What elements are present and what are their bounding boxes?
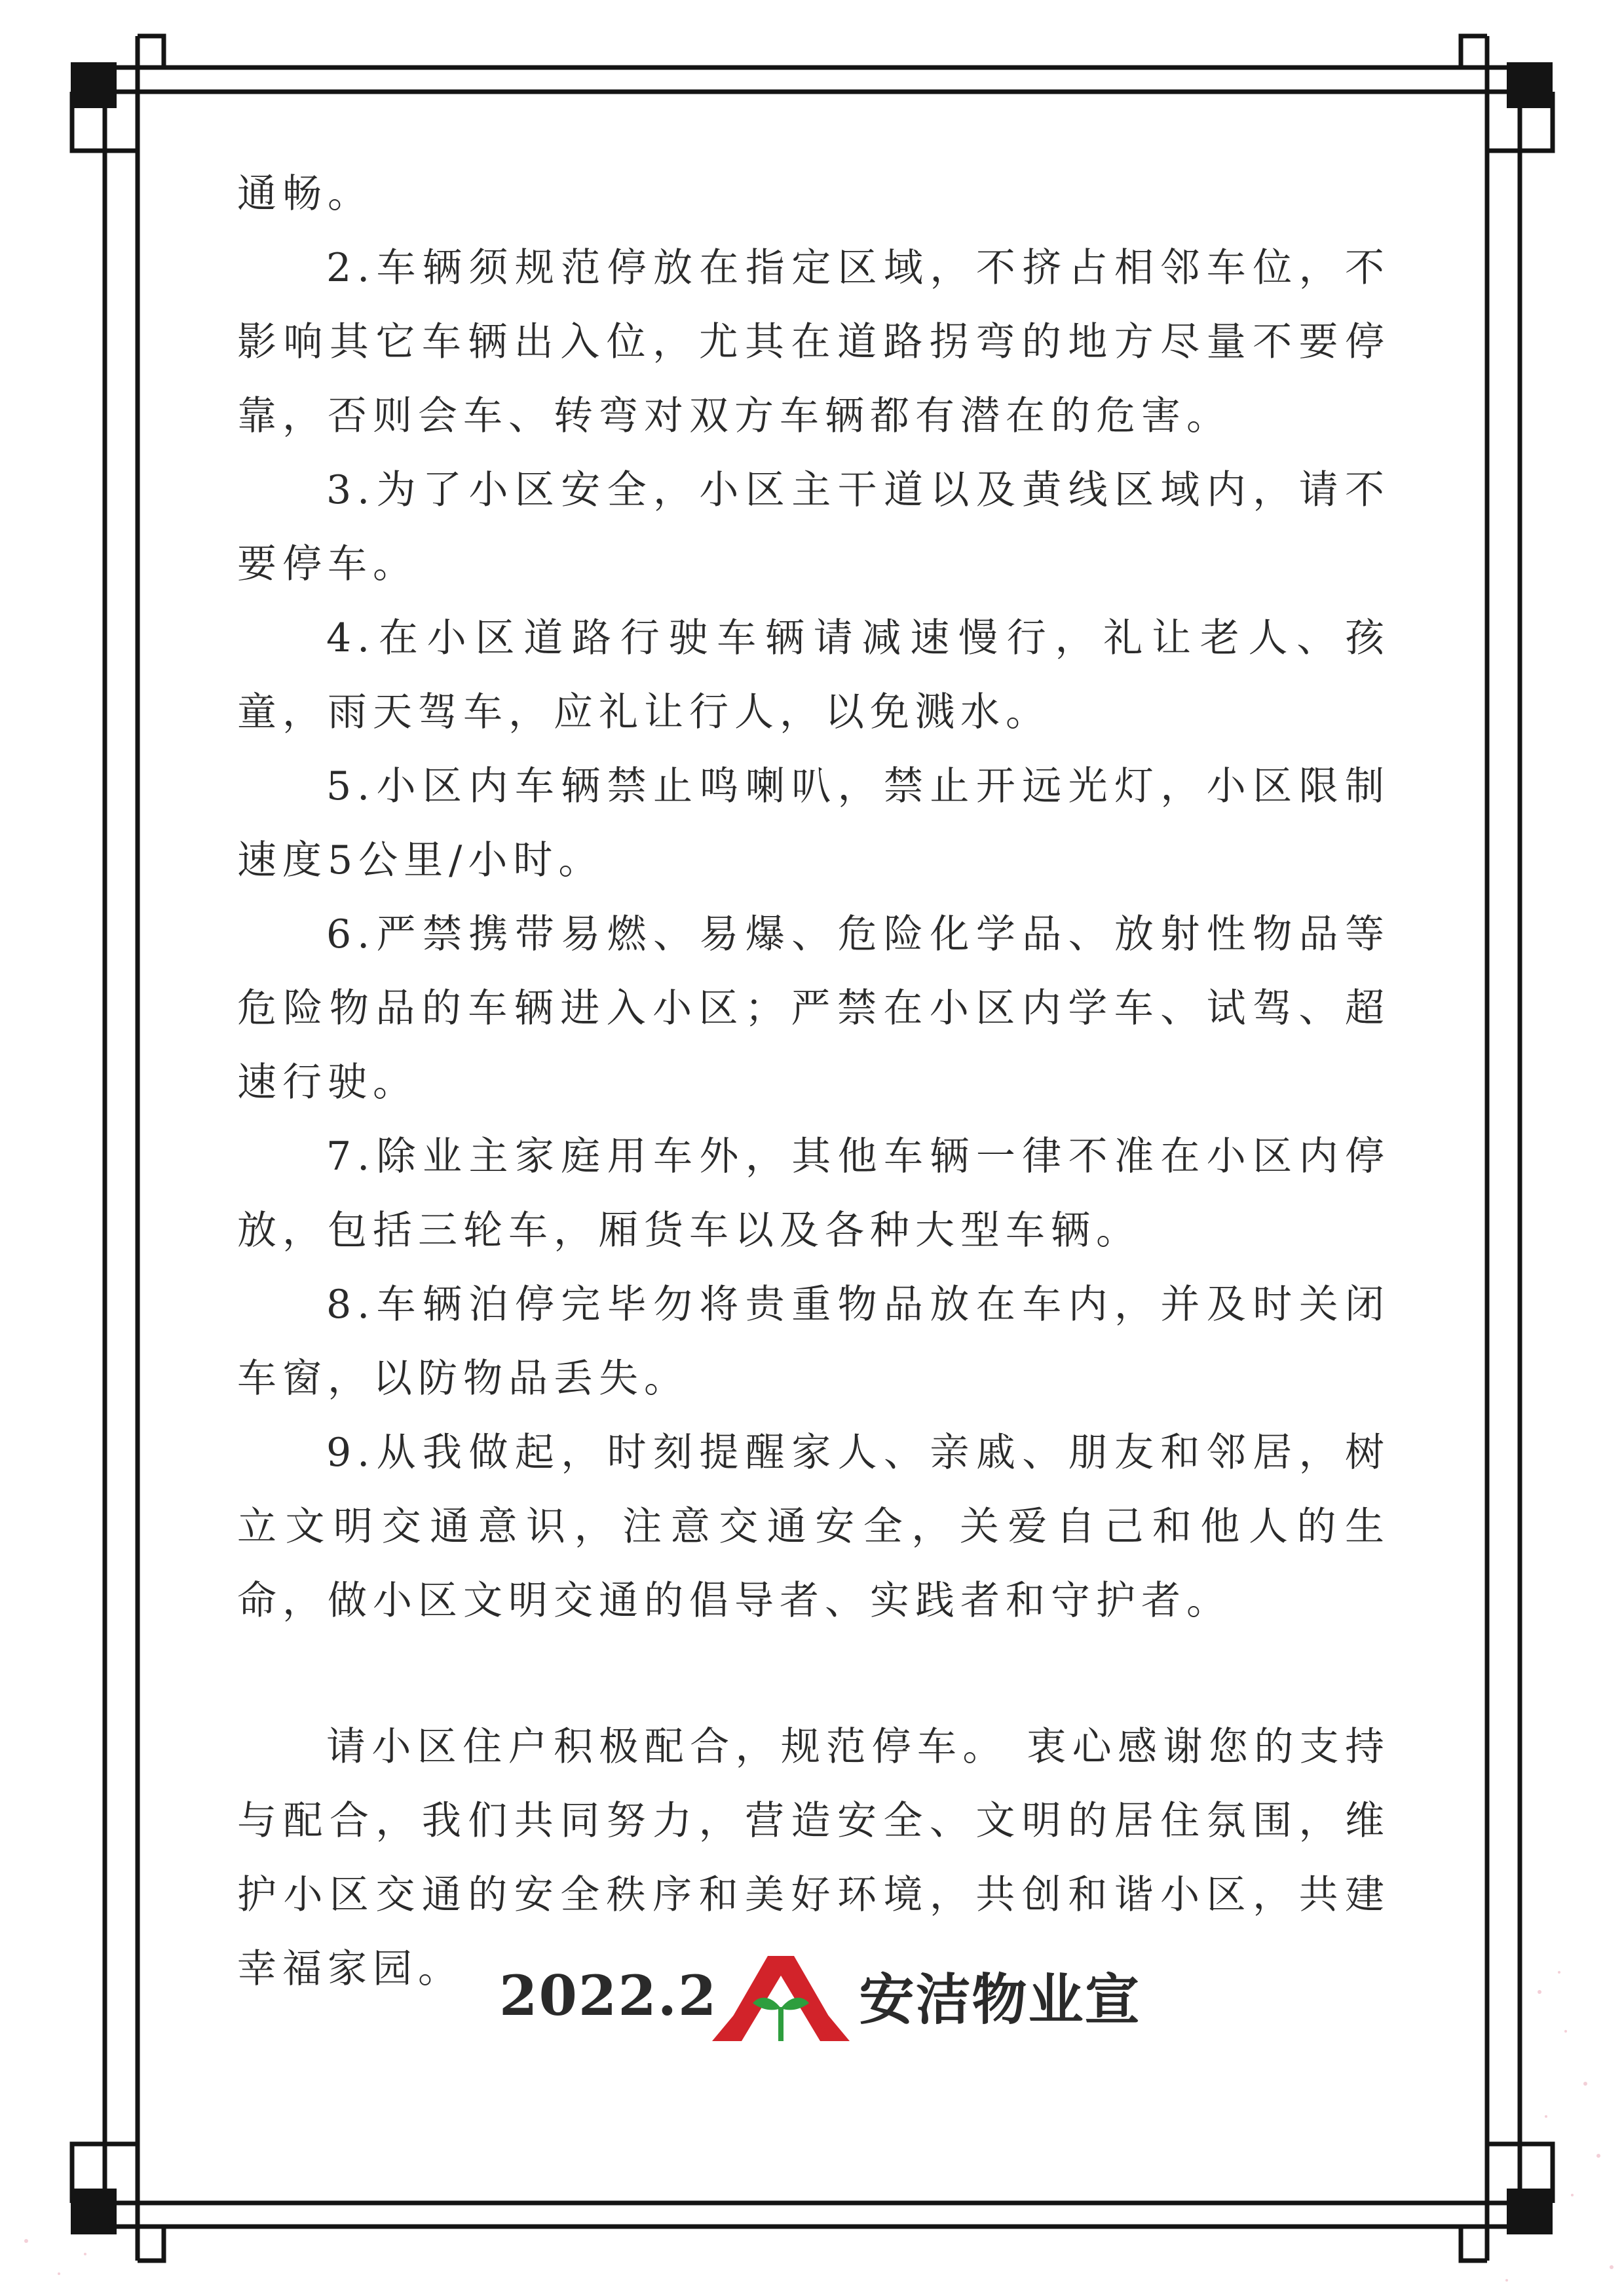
anjie-property-logo-icon xyxy=(706,1943,856,2048)
signature-date: 2022.2 xyxy=(499,1962,718,2028)
paragraph-gap xyxy=(237,1638,1390,1710)
closing-paragraph: 请小区住户积极配合，规范停车。 衷心感谢您的支持与配合，我们共同努力，营造安全、文明的居住氛围，维护小区交通的安全秩序和美好环境，共创和谐小区，共建幸福家园。 xyxy=(237,1724,1390,1992)
rule-6: 6.严禁携带易燃、易爆、危险化学品、放射性物品等危险物品的车辆进入小区；严禁在小区内学车、试驾、超速行驶。 xyxy=(237,911,1390,1105)
paragraph-continuation: 通畅。 xyxy=(237,171,373,217)
rule-8: 8.车辆泊停完毕勿将贵重物品放在车内，并及时关闭车窗，以防物品丢失。 xyxy=(237,1282,1390,1402)
signature-company: 安洁物业宣 xyxy=(859,1966,1141,2032)
rule-9: 9.从我做起，时刻提醒家人、亲戚、朋友和邻居，树立文明交通意识，注意交通安全，关爱自己和他人的生命，做小区文明交通的倡导者、实践者和守护者。 xyxy=(237,1430,1390,1624)
rule-4: 4.在小区道路行驶车辆请减速慢行，礼让老人、孩童，雨天驾车，应礼让行人，以免溅水。 xyxy=(237,615,1390,735)
rule-5: 5.小区内车辆禁止鸣喇叭，禁止开远光灯，小区限制速度5公里/小时。 xyxy=(237,763,1390,883)
rule-7: 7.除业主家庭用车外，其他车辆一律不准在小区内停放，包括三轮车，厢货车以及各种大型车辆。 xyxy=(237,1134,1390,1253)
signature-line xyxy=(499,1943,1141,2048)
rule-3: 3.为了小区安全，小区主干道以及黄线区域内，请不要停车。 xyxy=(237,467,1390,587)
rule-2: 2.车辆须规范停放在指定区域，不挤占相邻车位，不影响其它车辆出入位，尤其在道路拐弯的地方尽量不要停靠，否则会车、转弯对双方车辆都有潜在的危害。 xyxy=(237,245,1390,439)
notice-body xyxy=(237,157,1390,2006)
